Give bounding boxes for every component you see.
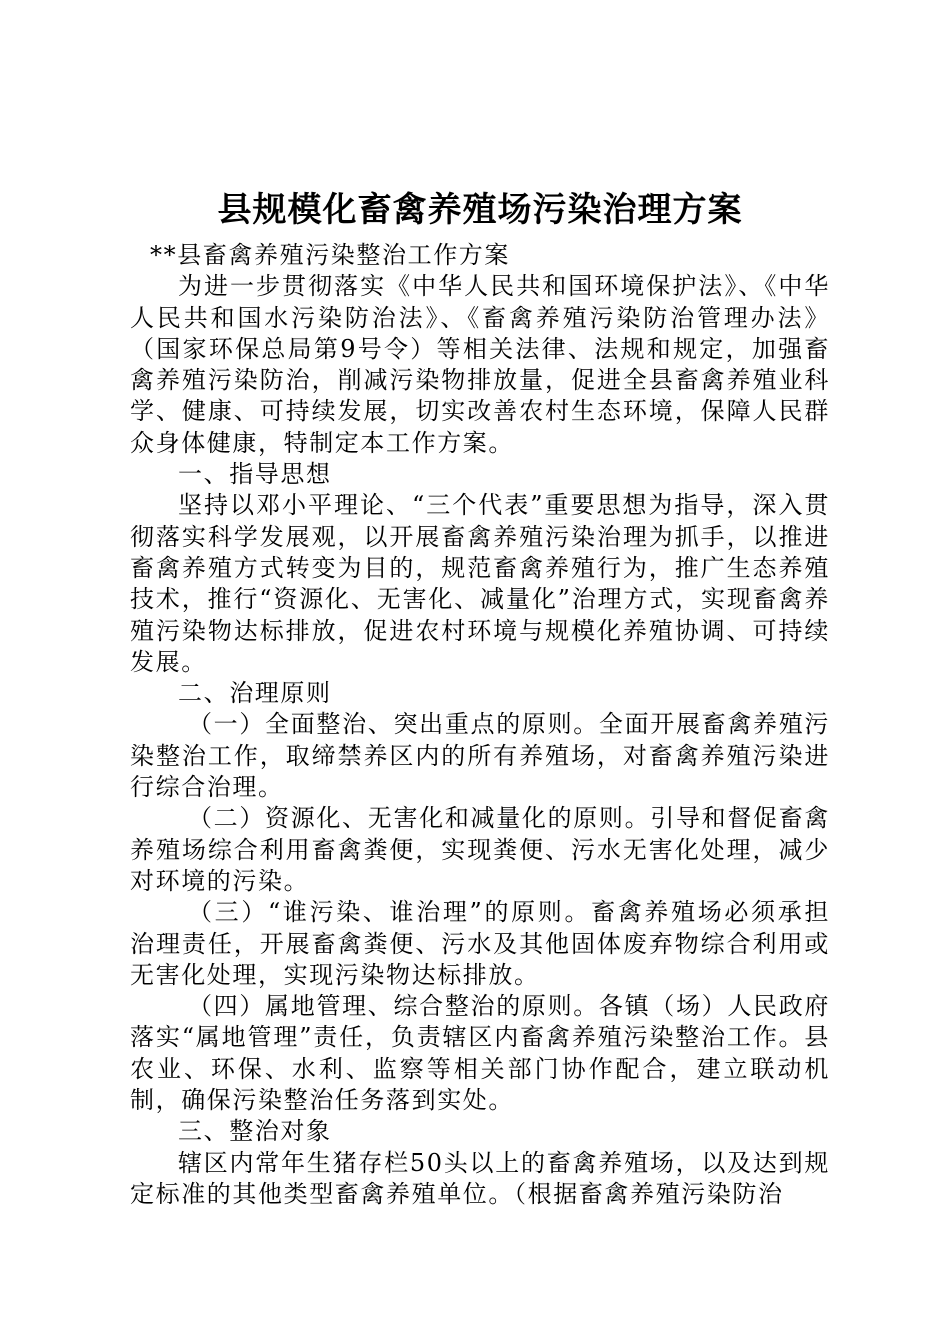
document-page <box>130 180 830 1210</box>
section-heading-targets: 三、整治对象 <box>178 1117 332 1146</box>
principle-3: （三）“谁污染、谁治理”的原则。畜禽养殖场必须承担治理责任，开展畜禽粪便、污水及其他固体废弃物综合利用或无害化处理，实现污染物达标排放。 <box>130 898 830 989</box>
document-title: 县规模化畜禽养殖场污染治理方案 <box>217 190 743 230</box>
section-heading-principles: 二、治理原则 <box>178 679 332 708</box>
principle-2: （二）资源化、无害化和减量化的原则。引导和督促畜禽养殖场综合利用畜禽粪便，实现粪便、污水无害化处理，减少对环境的污染。 <box>130 804 830 895</box>
principle-1: （一）全面整治、突出重点的原则。全面开展畜禽养殖污染整治工作，取缔禁养区内的所有养殖场，对畜禽养殖污染进行综合治理。 <box>130 710 830 802</box>
paragraph-intro: 为进一步贯彻落实《中华人民共和国环境保护法》、《中华人民共和国水污染防治法》、《畜禽养殖污染防治管理办法》（国家环保总局第9号令）等相关法律、法规和规定，加强畜禽养殖污染防治，削减污染物排放量，促进全县畜禽养殖业科学、健康、可持续发展，切实改善农村生态环境，保障人民群众身体健康，特制定本工作方案。 <box>130 272 830 457</box>
document-subtitle: **县畜禽养殖污染整治工作方案 <box>150 241 510 269</box>
paragraph-guiding-ideology: 坚持以邓小平理论、“三个代表”重要思想为指导，深入贯彻落实科学发展观，以开展畜禽养殖污染治理为抓手，以推进畜禽养殖方式转变为目的，规范畜禽养殖行为，推广生态养殖技术，推行“资源化、无害化、减量化”治理方式，实现畜禽养殖污染物达标排放，促进农村环境与规模化养殖协调、可持续发展。 <box>130 491 830 676</box>
section-heading-guiding-ideology: 一、指导思想 <box>178 460 332 489</box>
paragraph-targets: 辖区内常年生猪存栏50头以上的畜禽养殖场，以及达到规定标准的其他类型畜禽养殖单位。（根据畜禽养殖污染防治 <box>130 1148 830 1208</box>
principle-4: （四）属地管理、综合整治的原则。各镇（场）人民政府落实“属地管理”责任，负责辖区内畜禽养殖污染整治工作。县农业、环保、水利、监察等相关部门协作配合，建立联动机制，确保污染整治任务落到实处。 <box>130 992 830 1115</box>
